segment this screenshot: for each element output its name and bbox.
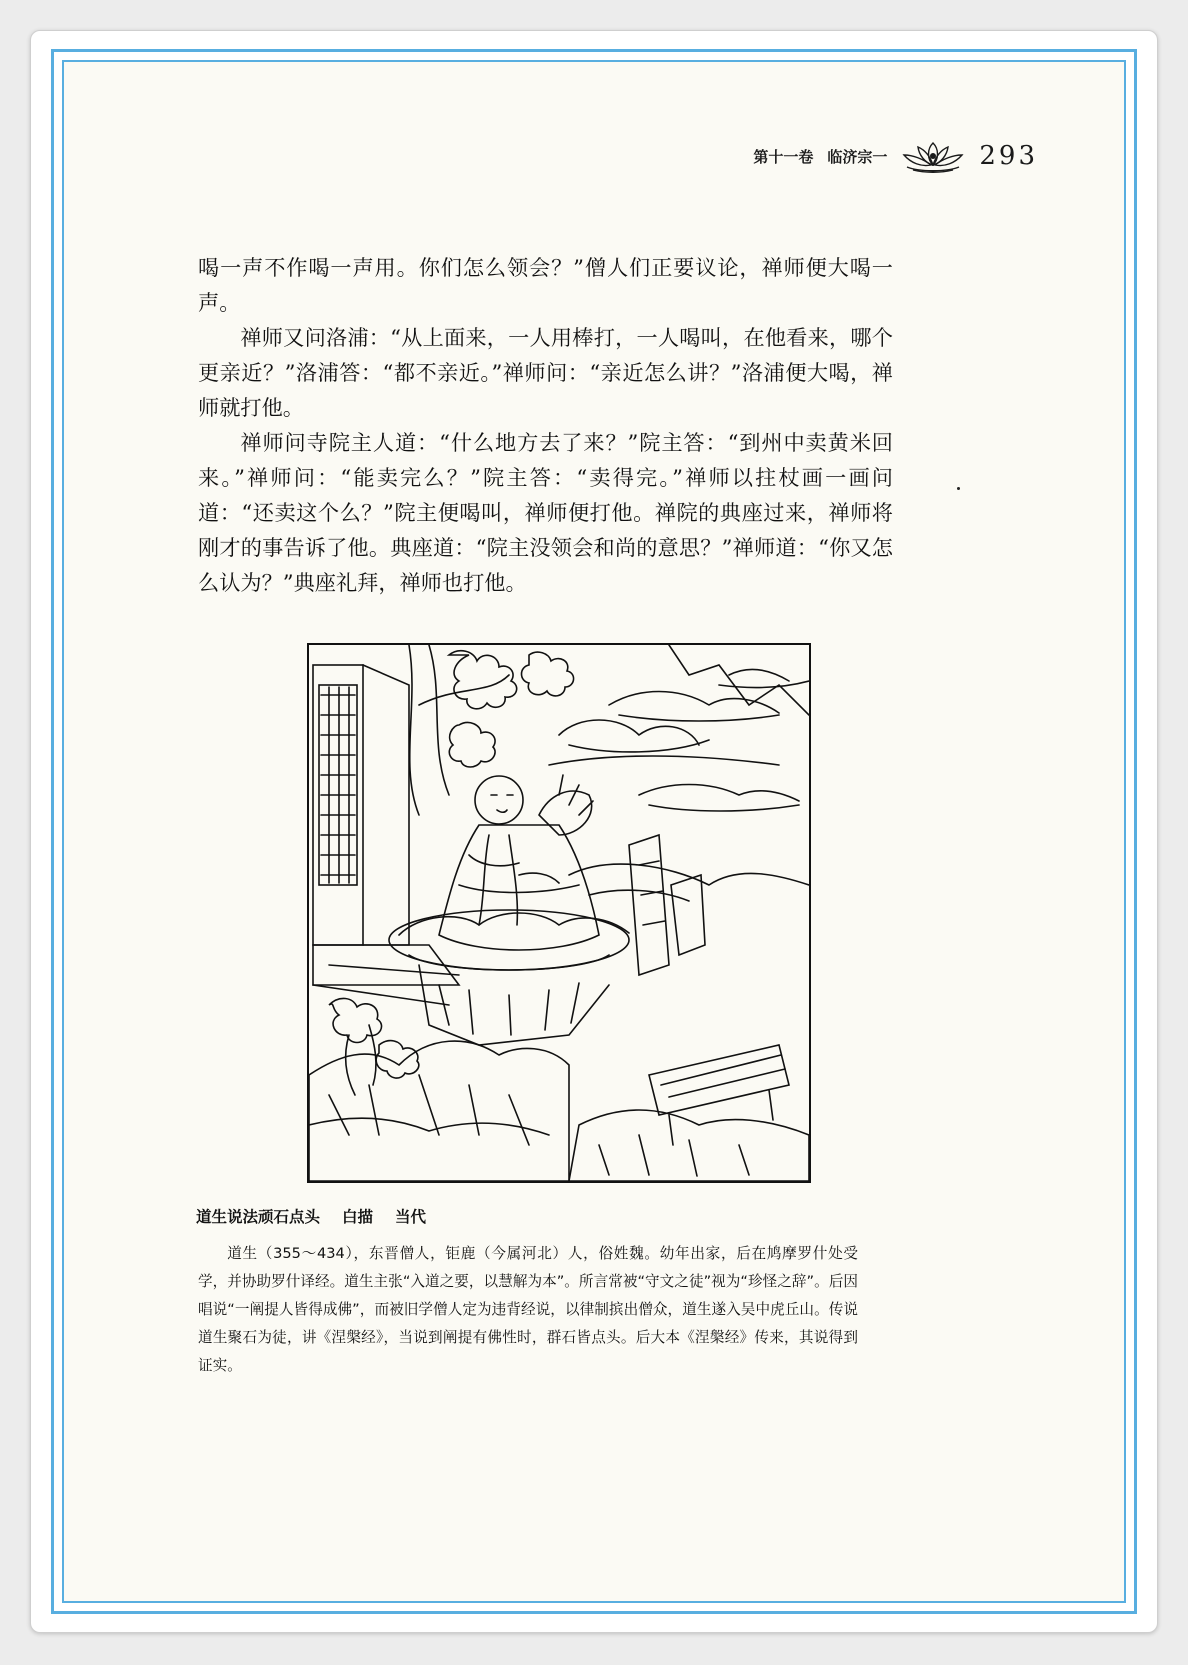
- paragraph: 禅师又问洛浦：“从上面来，一人用棒打，一人喝叫，在他看来，哪个更亲近？”洛浦答：“都不亲近。”禅师问：“亲近怎么讲？”洛浦便大喝，禅师就打他。: [198, 325, 893, 420]
- standing-stone: [629, 835, 669, 975]
- caption-technique: 白描: [342, 1208, 374, 1226]
- caption-title: 道生说法顽石点头: [196, 1208, 321, 1226]
- monk-head: [475, 776, 523, 824]
- body-text: [198, 250, 893, 600]
- figure-caption-title: [196, 1205, 426, 1227]
- paragraph: 喝一声不作喝一声用。你们怎么领会？”僧人们正要议论，禅师便大喝一声。: [198, 255, 893, 315]
- chapter-label: 第十一卷: [753, 147, 814, 166]
- page-number: 293: [979, 141, 1038, 171]
- running-head: [753, 136, 1038, 176]
- pavilion-wall: [313, 665, 363, 945]
- monk-robe: [439, 825, 599, 950]
- lotus-ornament-icon: [901, 139, 965, 173]
- paragraph: 禅师问寺院主人道：“什么地方去了来？”院主答：“到州中卖黄米回来。”禅师问：“能卖完么？”院主答：“卖得完。”禅师以拄杖画一画问道：“还卖这个么？”院主便喝叫，禅师便打他。禅院的典座过来，禅师将刚才的事告诉了他。典座道：“院主没领会和尚的意思？”禅师道：“你又怎么认为？”典座礼拜，禅师也打他。: [198, 430, 893, 595]
- section-label: 临济宗一: [827, 147, 888, 166]
- print-speck: [957, 487, 960, 490]
- figure-caption-text: 道生（355～434），东晋僧人，钜鹿（今属河北）人，俗姓魏。幼年出家，后在鸠摩罗什处受学，并协助罗什译经。道生主张“入道之要，以慧解为本”。所言常被“守文之徒”视为“珍怪之辞”。后因唱说“一阐提人皆得成佛”，而被旧学僧人定为违背经说，以律制摈出僧众，道生遂入吴中虎丘山。传说道生聚石为徒，讲《涅槃经》，当说到阐提有佛性时，群石皆点头。后大本《涅槃经》传来，其说得到证实。: [198, 1245, 858, 1374]
- ink-illustration-monk-on-rock-icon: [307, 643, 811, 1183]
- caption-period: 当代: [395, 1208, 427, 1226]
